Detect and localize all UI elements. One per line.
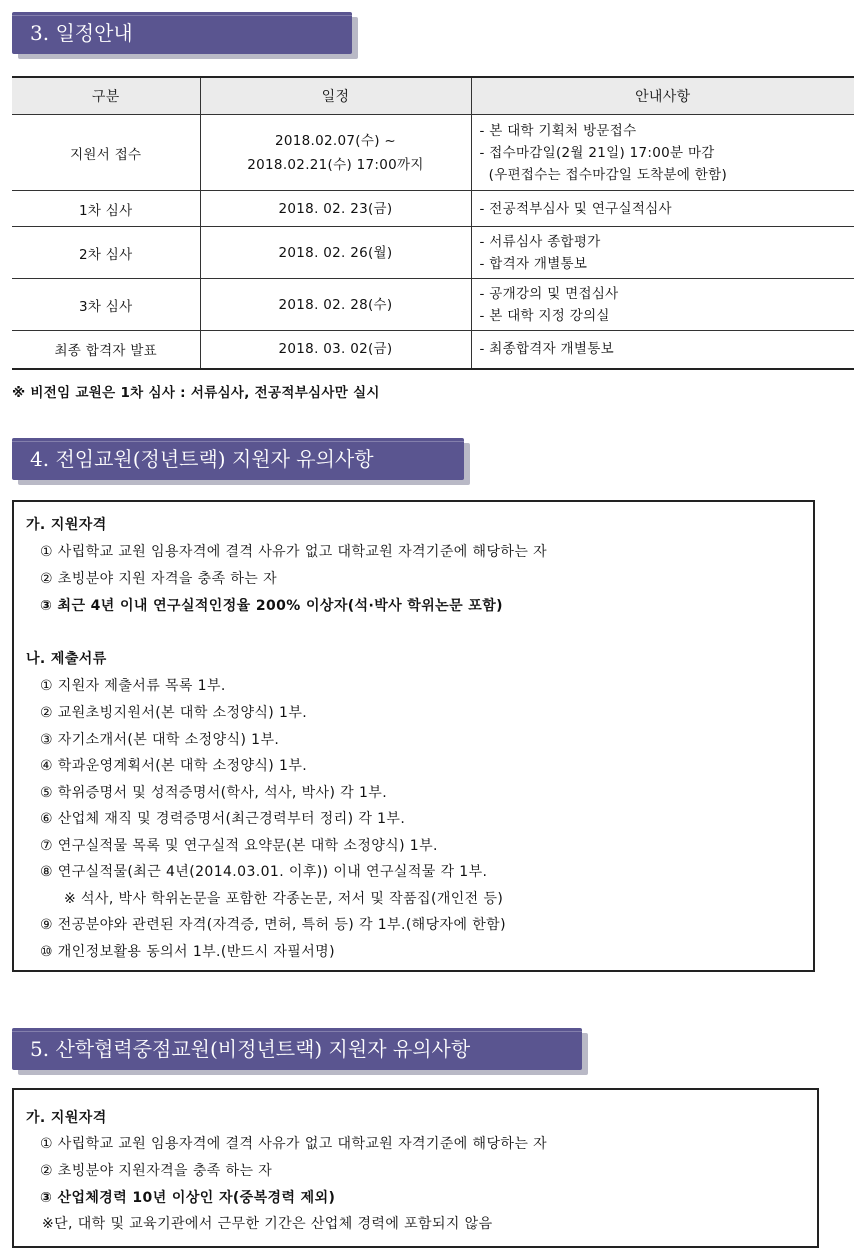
row-notes bbox=[471, 115, 854, 191]
row-category: 2차 심사 bbox=[12, 227, 200, 279]
date-line: 2018. 02. 28(수) bbox=[278, 296, 393, 313]
list-item: ⑤ 학위증명서 및 성적증명서(학사, 석사, 박사) 각 1부. bbox=[40, 785, 388, 801]
section-4-box bbox=[12, 500, 815, 972]
table-row bbox=[12, 227, 854, 279]
list-item: ① 사립학교 교원 임용자격에 결격 사유가 없고 대학교원 자격기준에 해당하는 자 bbox=[40, 1136, 548, 1152]
note-line: (우편접수는 접수마감일 도착분에 한함) bbox=[479, 166, 728, 183]
section-5-header bbox=[12, 1028, 582, 1070]
table-header-row bbox=[12, 77, 854, 115]
row-category: 지원서 접수 bbox=[12, 115, 200, 191]
date-line: 2018.02.07(수) ~ bbox=[275, 132, 396, 149]
row-category: 1차 심사 bbox=[12, 191, 200, 227]
header-schedule: 일정 bbox=[200, 77, 471, 115]
table-row bbox=[12, 331, 854, 369]
section-4-title: 4. 전임교원(정년트랙) 지원자 유의사항 bbox=[30, 447, 374, 471]
documents-heading: 나. 제출서류 bbox=[26, 651, 107, 667]
list-item: ① 사립학교 교원 임용자격에 결격 사유가 없고 대학교원 자격기준에 해당하는 자 bbox=[40, 544, 548, 560]
header-category: 구분 bbox=[12, 77, 200, 115]
row-date bbox=[200, 227, 471, 279]
list-item: ⑧ 연구실적물(최근 4년(2014.03.01. 이후)) 이내 연구실적물 각 1부. bbox=[40, 864, 488, 880]
list-item: ② 교원초빙지원서(본 대학 소정양식) 1부. bbox=[40, 705, 308, 721]
row-category: 최종 합격자 발표 bbox=[12, 331, 200, 369]
date-line: 2018.02.21(수) 17:00까지 bbox=[247, 156, 424, 173]
date-line: 2018. 02. 26(월) bbox=[278, 244, 393, 261]
row-date bbox=[200, 191, 471, 227]
row-notes bbox=[471, 331, 854, 369]
row-date bbox=[200, 331, 471, 369]
row-category: 3차 심사 bbox=[12, 279, 200, 331]
note-line: - 최종합격자 개별통보 bbox=[479, 341, 614, 358]
section-3-header bbox=[12, 12, 352, 54]
note-line: - 접수마감일(2월 21일) 17:00분 마감 bbox=[479, 144, 715, 161]
note-line: - 서류심사 종합평가 bbox=[479, 233, 601, 250]
table-row bbox=[12, 279, 854, 331]
note-line: - 본 대학 지정 강의실 bbox=[479, 307, 610, 324]
schedule-table bbox=[12, 76, 854, 370]
list-item: ④ 학과운영계획서(본 대학 소정양식) 1부. bbox=[40, 758, 308, 774]
header-guide: 안내사항 bbox=[471, 77, 854, 115]
qualification-heading: 가. 지원자격 bbox=[26, 1110, 107, 1126]
list-item: ① 지원자 제출서류 목록 1부. bbox=[40, 678, 226, 694]
section-5-title: 5. 산학협력중점교원(비정년트랙) 지원자 유의사항 bbox=[30, 1037, 471, 1061]
note-line: - 합격자 개별통보 bbox=[479, 255, 588, 272]
list-item: ⑦ 연구실적물 목록 및 연구실적 요약문(본 대학 소정양식) 1부. bbox=[40, 838, 438, 854]
list-item: ③ 산업체경력 10년 이상인 자(중복경력 제외) bbox=[40, 1190, 336, 1206]
note-line: - 공개강의 및 면접심사 bbox=[479, 285, 619, 302]
note-line: - 전공적부심사 및 연구실적심사 bbox=[479, 200, 672, 217]
schedule-footnote: ※ 비전임 교원은 1차 심사 : 서류심사, 전공적부심사만 실시 bbox=[12, 385, 380, 401]
row-notes bbox=[471, 191, 854, 227]
date-line: 2018. 03. 02(금) bbox=[278, 341, 393, 358]
list-item: ⑨ 전공분야와 관련된 자격(자격증, 면허, 특허 등) 각 1부.(해당자에 한함) bbox=[40, 917, 506, 933]
date-line: 2018. 02. 23(금) bbox=[278, 200, 393, 217]
section-5-box bbox=[12, 1088, 819, 1248]
list-item: ⑩ 개인정보활용 동의서 1부.(반드시 자필서명) bbox=[40, 944, 335, 960]
list-item-note: ※ 석사, 박사 학위논문을 포함한 각종논문, 저서 및 작품집(개인전 등) bbox=[64, 891, 504, 907]
list-item: ③ 자기소개서(본 대학 소정양식) 1부. bbox=[40, 732, 280, 748]
list-item: ⑥ 산업체 재직 및 경력증명서(최근경력부터 정리) 각 1부. bbox=[40, 811, 406, 827]
list-item: ② 초빙분야 지원자격을 충족 하는 자 bbox=[40, 1163, 273, 1179]
row-notes bbox=[471, 279, 854, 331]
row-date bbox=[200, 279, 471, 331]
list-item: ③ 최근 4년 이내 연구실적인정율 200% 이상자(석·박사 학위논문 포함) bbox=[40, 598, 503, 614]
row-notes bbox=[471, 227, 854, 279]
list-item: ② 초빙분야 지원 자격을 충족 하는 자 bbox=[40, 571, 277, 587]
note-line: - 본 대학 기획처 방문접수 bbox=[479, 122, 637, 139]
list-item-note: ※단, 대학 및 교육기관에서 근무한 기간은 산업체 경력에 포함되지 않음 bbox=[42, 1216, 493, 1232]
section-3-title: 3. 일정안내 bbox=[30, 21, 133, 45]
row-date bbox=[200, 115, 471, 191]
table-row bbox=[12, 115, 854, 191]
table-row bbox=[12, 191, 854, 227]
section-4-header bbox=[12, 438, 464, 480]
qualification-heading: 가. 지원자격 bbox=[26, 517, 107, 533]
